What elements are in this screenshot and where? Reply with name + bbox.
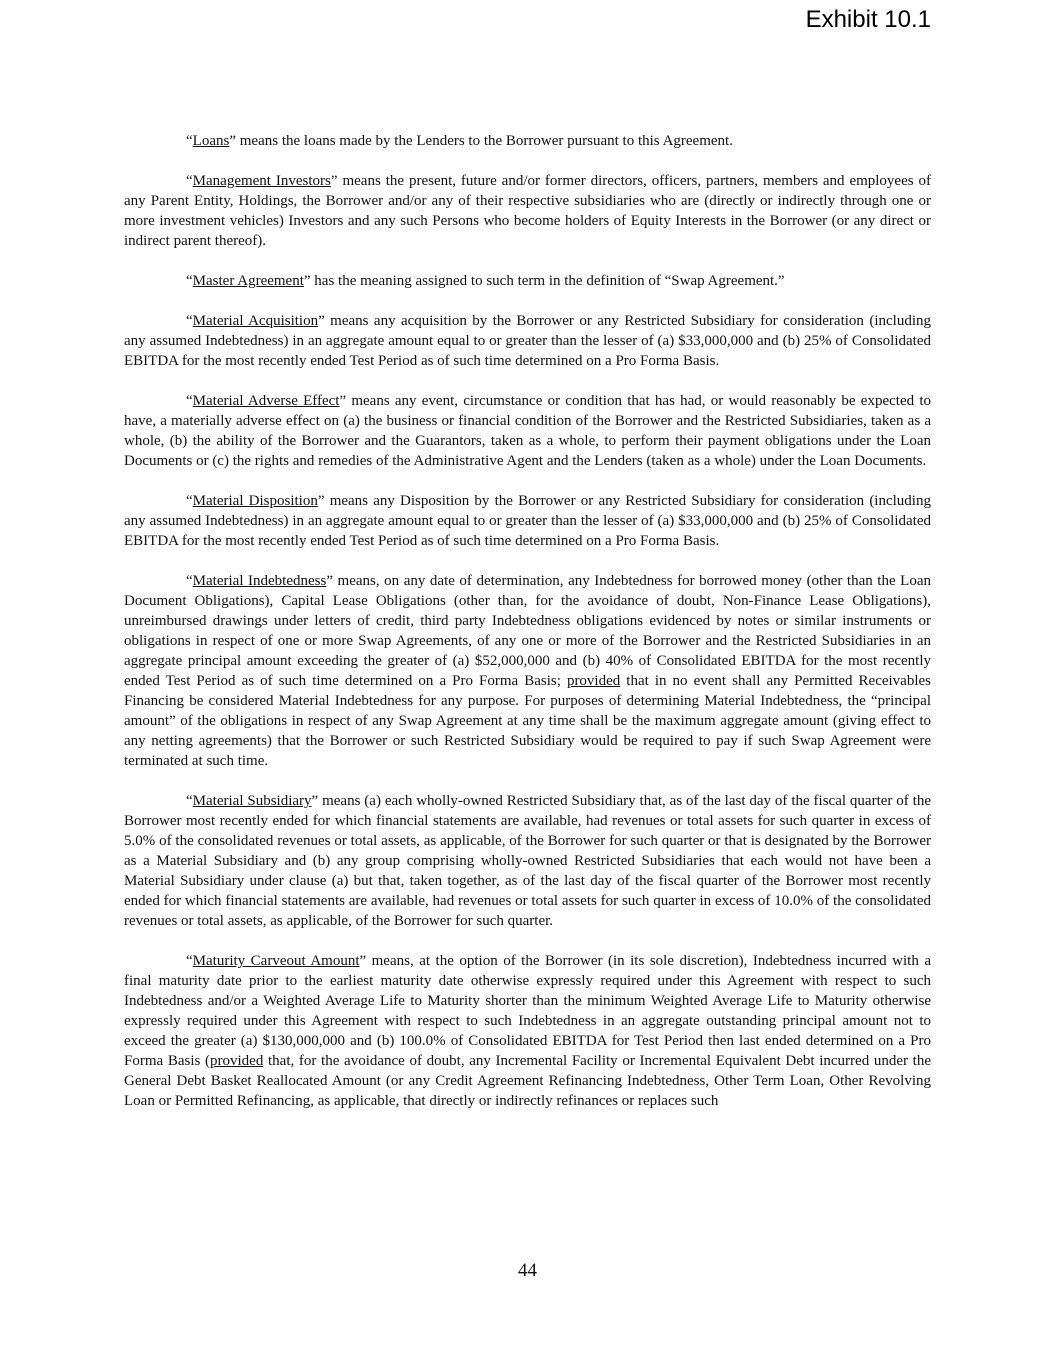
provided-term: provided	[566, 673, 621, 689]
definition-material-subsidiary: “Material Subsidiary” means (a) each wholly-owned Restricted Subsidiary that, as of the last day of the fiscal quarter of the Borrower most recently ended for which financial statements are available, had revenues or total assets for such quarter in excess of 5.0% of the consolidated revenues or total assets, as applicable, of the Borrower for such quarter or that is designated by the Borrower as a Material Subsidiary and (b) any group comprising wholly-owned Restricted Subsidiaries that each would not have been a Material Subsidiary under clause (a) but that, taken together, as of the last day of the fiscal quarter of the Borrower most recently ended for which financial statements are available, had revenues or total assets for such quarter in excess of 10.0% of the consolidated revenues or total assets, as applicable, of the Borrower for such quarter.	[124, 793, 931, 929]
defined-term: Maturity Carveout Amount	[192, 953, 360, 969]
definition-text: ” means, at the option of the Borrower (in its sole discretion), Indebtedness incurred with a final maturity date prior to the earliest maturity date otherwise expressly required under this Agreement with respect to such Indebtedness and/or a Weighted Average Life to Maturity shorter than the minimum Weighted Average Life to Maturity otherwise expressly required under this Agreement with respect to such Indebtedness in an aggregate outstanding principal amount not to exceed the greater (a) $130,000,000 and (b) 100.0% of Consolidated EBITDA for Test Period then last ended determined on a Pro Forma Basis (	[124, 953, 931, 1069]
definition-loans: “Loans” means the loans made by the Lenders to the Borrower pursuant to this Agreement.	[186, 133, 733, 149]
definition-material-acquisition: “Material Acquisition” means any acquisition by the Borrower or any Restricted Subsidiary for consideration (including any assumed Indebtedness) in an aggregate amount equal to or greater than the lesser of (a) $33,000,000 and (b) 25% of Consolidated EBITDA for the most recently ended Test Period as of such time determined on a Pro Forma Basis.	[124, 313, 931, 369]
definition-management-investors: “Management Investors” means the present, future and/or former directors, officers, partners, members and employees of any Parent Entity, Holdings, the Borrower and/or any of their respective subsidiaries who are (directly or indirectly through one or more investment vehicles) Investors and any such Persons who become holders of Equity Interests in the Borrower (or any direct or indirect parent thereof).	[124, 173, 932, 249]
definition-material-adverse-effect: “Material Adverse Effect” means any event, circumstance or condition that has had, or would reasonably be expected to have, a materially adverse effect on (a) the business or financial condition of the Borrower and the Restricted Subsidiaries, taken as a whole, (b) the ability of the Borrower and the Guarantors, taken as a whole, to perform their payment obligations under the Loan Documents or (c) the rights and remedies of the Administrative Agent and the Lenders (taken as a whole) under the Loan Documents.	[124, 393, 931, 469]
defined-term: Material Acquisition	[192, 313, 319, 329]
defined-term: Material Adverse Effect	[192, 393, 340, 409]
definition-text: that, for the avoidance of doubt, any Incremental Facility or Incremental Equivalent Debt incurred under the General Debt Basket Reallocated Amount (or any Credit Agreement Refinancing Indebtedness, Other Term Loan, Other Revolving Loan or Permitted Refinancing, as applicable, that directly or indirectly refinances or replaces such	[124, 1053, 931, 1109]
definition-text: ” means, on any date of determination, any Indebtedness for borrowed money (other than the Loan Document Obligations), Capital Lease Obligations (other than, for the avoidance of doubt, Non-Finance Lease Obligations), unreimbursed drawings under letters of credit, third party Indebtedness obligations evidenced by notes or similar instruments or obligations in respect of one or more Swap Agreements, of any one or more of the Borrower and the Restricted Subsidiaries in an aggregate principal amount exceeding the greater of (a) $52,000,000 and (b) 40% of Consolidated EBITDA for the most recently ended Test Period as of such time determined on a Pro Forma Basis;	[124, 573, 931, 689]
exhibit-label: Exhibit 10.1	[805, 6, 931, 33]
definition-text: ” means any Disposition by the Borrower or any Restricted Subsidiary for consideration (including any assumed Indebtedness) in an aggregate amount equal to or greater than the lesser of (a) $33,000,000 and (b) 25% of Consolidated EBITDA for the most recently ended Test Period as of such time determined on a Pro Forma Basis.	[124, 493, 931, 549]
defined-term: Material Disposition	[192, 493, 318, 509]
defined-term: Management Investors	[192, 173, 331, 189]
definition-text: ” means the present, future and/or former directors, officers, partners, members and employees of any Parent Entity, Holdings, the Borrower and/or any of their respective subsidiaries who are (directly or indirectly through one or more investment vehicles) Investors and any such Persons who become holders of Equity Interests in the Borrower (or any direct or indirect parent thereof).	[124, 173, 932, 249]
provided-term: provided	[210, 1053, 264, 1069]
definition-text: ” means any acquisition by the Borrower or any Restricted Subsidiary for consideration (including any assumed Indebtedness) in an aggregate amount equal to or greater than the lesser of (a) $33,000,000 and (b) 25% of Consolidated EBITDA for the most recently ended Test Period as of such time determined on a Pro Forma Basis.	[124, 313, 931, 369]
defined-term: Material Subsidiary	[192, 793, 312, 809]
defined-term: Material Indebtedness	[192, 573, 327, 589]
definition-text: ” means any event, circumstance or condition that has had, or would reasonably be expected to have, a materially adverse effect on (a) the business or financial condition of the Borrower and the Restricted Subsidiaries, taken as a whole, (b) the ability of the Borrower and the Guarantors, taken as a whole, to perform their payment obligations under the Loan Documents or (c) the rights and remedies of the Administrative Agent and the Lenders (taken as a whole) under the Loan Documents.	[124, 393, 931, 469]
definition-text: that in no event shall any Permitted Receivables Financing be considered Material Indebtedness for any purpose. For purposes of determining Material Indebtedness, the “principal amount” of the obligations in respect of any Swap Agreement at any time shall be the maximum aggregate amount (giving effect to any netting agreements) that the Borrower or such Restricted Subsidiary would be required to pay if such Swap Agreement were terminated at such time.	[124, 673, 931, 769]
defined-term: Loans	[192, 133, 230, 149]
defined-term: Master Agreement	[192, 273, 304, 289]
definition-text: ” means (a) each wholly-owned Restricted Subsidiary that, as of the last day of the fiscal quarter of the Borrower most recently ended for which financial statements are available, had revenues or total assets for such quarter in excess of 5.0% of the consolidated revenues or total assets, as applicable, of the Borrower for such quarter or that is designated by the Borrower as a Material Subsidiary and (b) any group comprising wholly-owned Restricted Subsidiaries that each would not have been a Material Subsidiary under clause (a) but that, taken together, as of the last day of the fiscal quarter of the Borrower most recently ended for which financial statements are available, had revenues or total assets for such quarter in excess of 10.0% of the consolidated revenues or total assets, as applicable, of the Borrower for such quarter.	[124, 793, 931, 929]
definition-text: ” has the meaning assigned to such term in the definition of “Swap Agreement.”	[303, 273, 785, 289]
definition-material-disposition: “Material Disposition” means any Disposition by the Borrower or any Restricted Subsidiary for consideration (including any assumed Indebtedness) in an aggregate amount equal to or greater than the lesser of (a) $33,000,000 and (b) 25% of Consolidated EBITDA for the most recently ended Test Period as of such time determined on a Pro Forma Basis.	[124, 493, 931, 549]
definition-maturity-carveout-amount: “Maturity Carveout Amount” means, at the option of the Borrower (in its sole discretion), Indebtedness incurred with a final maturity date prior to the earliest maturity date otherwise expressly required under this Agreement with respect to such Indebtedness and/or a Weighted Average Life to Maturity shorter than the minimum Weighted Average Life to Maturity otherwise expressly required under this Agreement with respect to such Indebtedness in an aggregate outstanding principal amount not to exceed the greater (a) $130,000,000 and (b) 100.0% of Consolidated EBITDA for Test Period then last ended determined on a Pro Forma Basis (provided that, for the avoidance of doubt, any Incremental Facility or Incremental Equivalent Debt incurred under the General Debt Basket Reallocated Amount (or any Credit Agreement Refinancing Indebtedness, Other Term Loan, Other Revolving Loan or Permitted Refinancing, as applicable, that directly or indirectly refinances or replaces such	[124, 953, 931, 1109]
document-body	[124, 131, 931, 1131]
page-number: 44	[518, 1260, 537, 1281]
definition-material-indebtedness: “Material Indebtedness” means, on any date of determination, any Indebtedness for borrowed money (other than the Loan Document Obligations), Capital Lease Obligations (other than, for the avoidance of doubt, Non-Finance Lease Obligations), unreimbursed drawings under letters of credit, third party Indebtedness obligations evidenced by notes or similar instruments or obligations in respect of one or more Swap Agreements, of any one or more of the Borrower and the Restricted Subsidiaries in an aggregate principal amount exceeding the greater of (a) $52,000,000 and (b) 40% of Consolidated EBITDA for the most recently ended Test Period as of such time determined on a Pro Forma Basis; provided that in no event shall any Permitted Receivables Financing be considered Material Indebtedness for any purpose. For purposes of determining Material Indebtedness, the “principal amount” of the obligations in respect of any Swap Agreement at any time shall be the maximum aggregate amount (giving effect to any netting agreements) that the Borrower or such Restricted Subsidiary would be required to pay if such Swap Agreement were terminated at such time.	[124, 573, 931, 769]
definition-master-agreement: “Master Agreement” has the meaning assigned to such term in the definition of “Swap Agreement.”	[186, 273, 785, 289]
definition-text: ” means the loans made by the Lenders to the Borrower pursuant to this Agreement.	[229, 133, 733, 149]
